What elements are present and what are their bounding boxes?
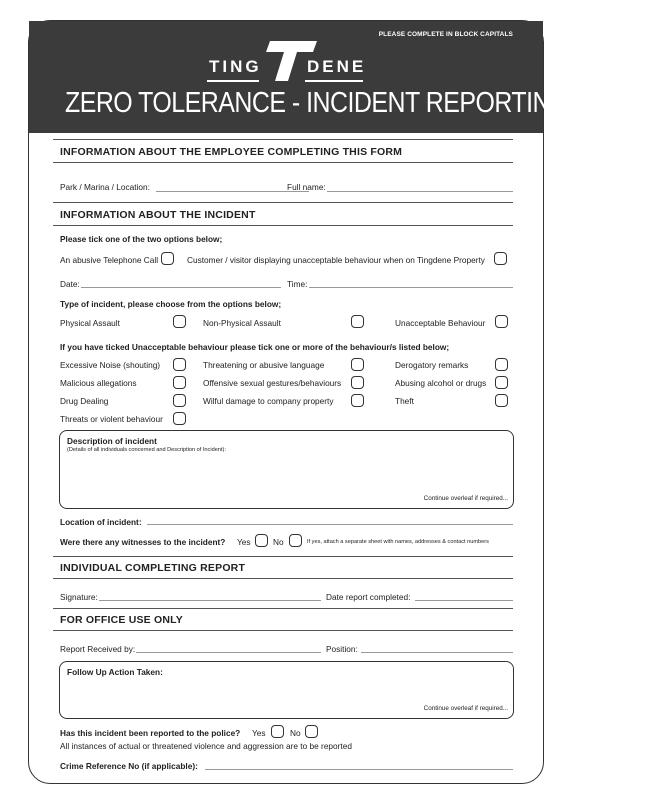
description-title: Description of incident (67, 436, 157, 446)
time-field[interactable] (309, 287, 513, 288)
continue-note: Continue overleaf if required... (423, 705, 508, 712)
witness-note: If yes, attach a separate sheet with names, addresses & contact numbers (307, 539, 489, 545)
behaviour-label: Excessive Noise (shouting) (60, 360, 161, 370)
behaviour-checkbox[interactable] (351, 394, 364, 407)
type-unacceptable-label: Unacceptable Behaviour (395, 318, 486, 328)
option-phone-label: An abusive Telephone Call (60, 255, 159, 265)
witness-no-checkbox[interactable] (289, 534, 302, 547)
received-by-field[interactable] (136, 652, 321, 653)
divider (53, 556, 513, 557)
option-visitor-label: Customer / visitor displaying unacceptable behaviour when on Tingdene Property (187, 255, 485, 265)
type-instruction: Type of incident, please choose from the options below; (60, 299, 282, 309)
option-phone-checkbox[interactable] (161, 252, 174, 265)
behaviour-label: Derogatory remarks (395, 360, 469, 370)
date-label: Date: (60, 279, 80, 289)
violence-note: All instances of actual or threatened violence and aggression are to be reported (60, 741, 352, 751)
behaviour-label: Malicious allegations (60, 378, 137, 388)
form-header (29, 21, 647, 133)
police-yes-label: Yes (252, 728, 266, 738)
block-capitals-note: PLEASE COMPLETE IN BLOCK CAPITALS (378, 31, 513, 38)
behaviour-label: Offensive sexual gestures/behaviours (203, 378, 342, 388)
signature-label: Signature: (60, 592, 98, 602)
type-physical-label: Physical Assault (60, 318, 120, 328)
section-heading-individual: INDIVIDUAL COMPLETING REPORT (60, 562, 246, 574)
behaviour-checkbox[interactable] (173, 358, 186, 371)
witness-yes-checkbox[interactable] (255, 534, 268, 547)
crime-ref-field[interactable] (205, 769, 513, 770)
section-heading-incident: INFORMATION ABOUT THE INCIDENT (60, 209, 256, 221)
fullname-label: Full name: (287, 182, 326, 192)
fullname-field[interactable] (327, 191, 513, 192)
crime-ref-label: Crime Reference No (if applicable): (60, 761, 198, 771)
position-label: Position: (326, 644, 358, 654)
witness-no-label: No (273, 537, 284, 547)
date-field[interactable] (81, 287, 281, 288)
type-nonphysical-checkbox[interactable] (351, 315, 364, 328)
option-visitor-checkbox[interactable] (494, 252, 507, 265)
behaviour-checkbox[interactable] (495, 376, 508, 389)
date-completed-field[interactable] (415, 600, 513, 601)
behaviour-label: Abusing alcohol or drugs (395, 378, 487, 388)
type-unacceptable-checkbox[interactable] (495, 315, 508, 328)
witness-question: Were there any witnesses to the incident? (60, 537, 226, 547)
behaviour-checkbox[interactable] (495, 358, 508, 371)
behaviour-label: Threatening or abusive language (203, 360, 325, 370)
tingdene-logo (29, 37, 543, 81)
divider (53, 630, 513, 631)
divider (53, 139, 513, 140)
police-no-label: No (290, 728, 301, 738)
location-label: Park / Marina / Location: (60, 182, 150, 192)
behaviour-checkbox[interactable] (173, 394, 186, 407)
divider (53, 225, 513, 226)
behaviour-label: Drug Dealing (60, 396, 109, 406)
behaviour-checkbox[interactable] (495, 394, 508, 407)
logo-text-right: DENE (307, 57, 367, 76)
logo-underline-right (305, 80, 363, 82)
divider (53, 202, 513, 203)
continue-note: Continue overleaf if required... (423, 495, 508, 502)
section-heading-employee: INFORMATION ABOUT THE EMPLOYEE COMPLETING THIS FORM (60, 146, 403, 158)
police-no-checkbox[interactable] (305, 725, 318, 738)
description-box[interactable] (59, 430, 514, 509)
type-nonphysical-label: Non-Physical Assault (203, 318, 281, 328)
behaviour-instruction: If you have ticked Unacceptable behaviour please tick one or more of the behaviour/s listed below; (60, 342, 450, 352)
type-physical-checkbox[interactable] (173, 315, 186, 328)
behaviour-label: Threats or violent behaviour (60, 414, 163, 424)
location-incident-field[interactable] (147, 524, 513, 525)
logo-text-left: TING (209, 57, 262, 76)
behaviour-label: Theft (395, 396, 414, 406)
section-heading-office: FOR OFFICE USE ONLY (60, 614, 184, 626)
police-question: Has this incident been reported to the police? (60, 728, 241, 738)
police-yes-checkbox[interactable] (271, 725, 284, 738)
behaviour-checkbox[interactable] (351, 358, 364, 371)
position-field[interactable] (361, 652, 513, 653)
logo-underline-left (207, 80, 259, 82)
form-card (28, 20, 647, 784)
divider (53, 162, 513, 163)
behaviour-checkbox[interactable] (173, 376, 186, 389)
date-completed-label: Date report completed: (326, 592, 411, 602)
location-incident-label: Location of incident: (60, 517, 142, 527)
followup-box[interactable] (59, 661, 514, 719)
divider (53, 578, 513, 579)
description-subtitle: (Details of all individuals concerned and Description of Incident): (67, 447, 226, 453)
followup-title: Follow Up Action Taken: (67, 667, 163, 677)
divider (53, 608, 513, 609)
behaviour-checkbox[interactable] (173, 412, 186, 425)
behaviour-checkbox[interactable] (351, 376, 364, 389)
behaviour-label: Wilful damage to company property (203, 396, 334, 406)
witness-yes-label: Yes (237, 537, 251, 547)
form-title: ZERO TOLERANCE - INCIDENT REPORTING FORM (64, 87, 647, 119)
received-by-label: Report Received by: (60, 644, 136, 654)
tick-instruction: Please tick one of the two options below; (60, 234, 223, 244)
signature-field[interactable] (99, 600, 321, 601)
time-label: Time: (287, 279, 308, 289)
